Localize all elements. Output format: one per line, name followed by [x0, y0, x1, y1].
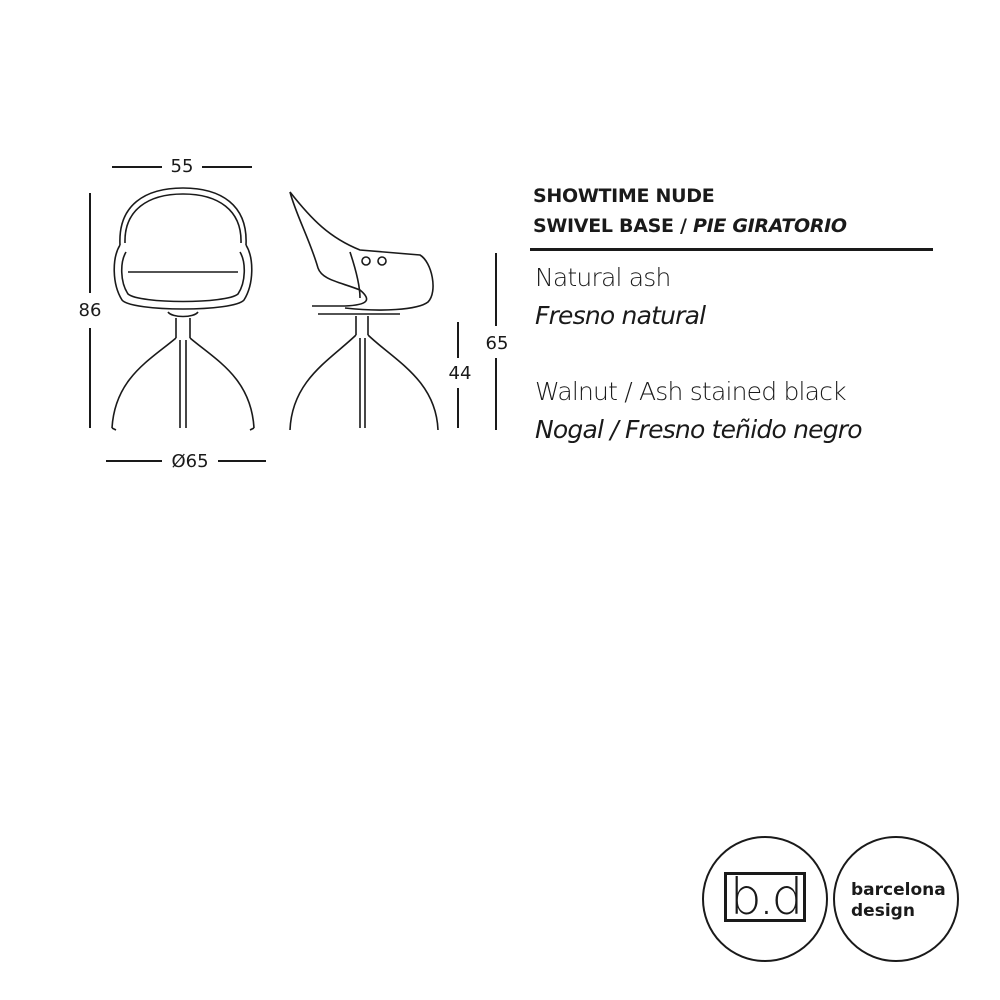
- width-dimension-label: 55: [170, 156, 194, 177]
- product-base-line: [533, 211, 933, 241]
- bd-logo: [702, 836, 828, 962]
- base-label-en: SWIVEL BASE: [533, 215, 674, 237]
- finish-name-en: Walnut / Ash stained black: [535, 377, 846, 406]
- height-dimension-label: 86: [78, 300, 102, 321]
- chair-side-view: [290, 192, 438, 430]
- finish-name-es: Fresno natural: [535, 301, 706, 330]
- seat-height-dimension-label: 44: [448, 363, 472, 384]
- barcelona-design-wordmark: [851, 880, 946, 922]
- title-divider: [530, 248, 933, 251]
- arm-height-dimension-label: 65: [485, 333, 509, 354]
- barcelona-design-logo: [833, 836, 959, 962]
- bd-logo-mark: b.d: [704, 872, 826, 922]
- product-name: SHOWTIME NUDE: [533, 185, 715, 207]
- finish-option-1: [535, 259, 955, 335]
- logo-line-2: design: [851, 901, 915, 921]
- finish-name-en: Natural ash: [535, 263, 671, 292]
- finish-option-2: [535, 373, 955, 449]
- logo-line-1: barcelona: [851, 880, 946, 900]
- diameter-dimension-label: Ø65: [171, 451, 209, 472]
- chair-front-view: [112, 188, 254, 430]
- finish-name-es: Nogal / Fresno teñido negro: [535, 415, 862, 444]
- base-label-es: PIE GIRATORIO: [692, 215, 847, 237]
- product-title-block: [533, 181, 933, 241]
- base-separator: /: [673, 215, 693, 237]
